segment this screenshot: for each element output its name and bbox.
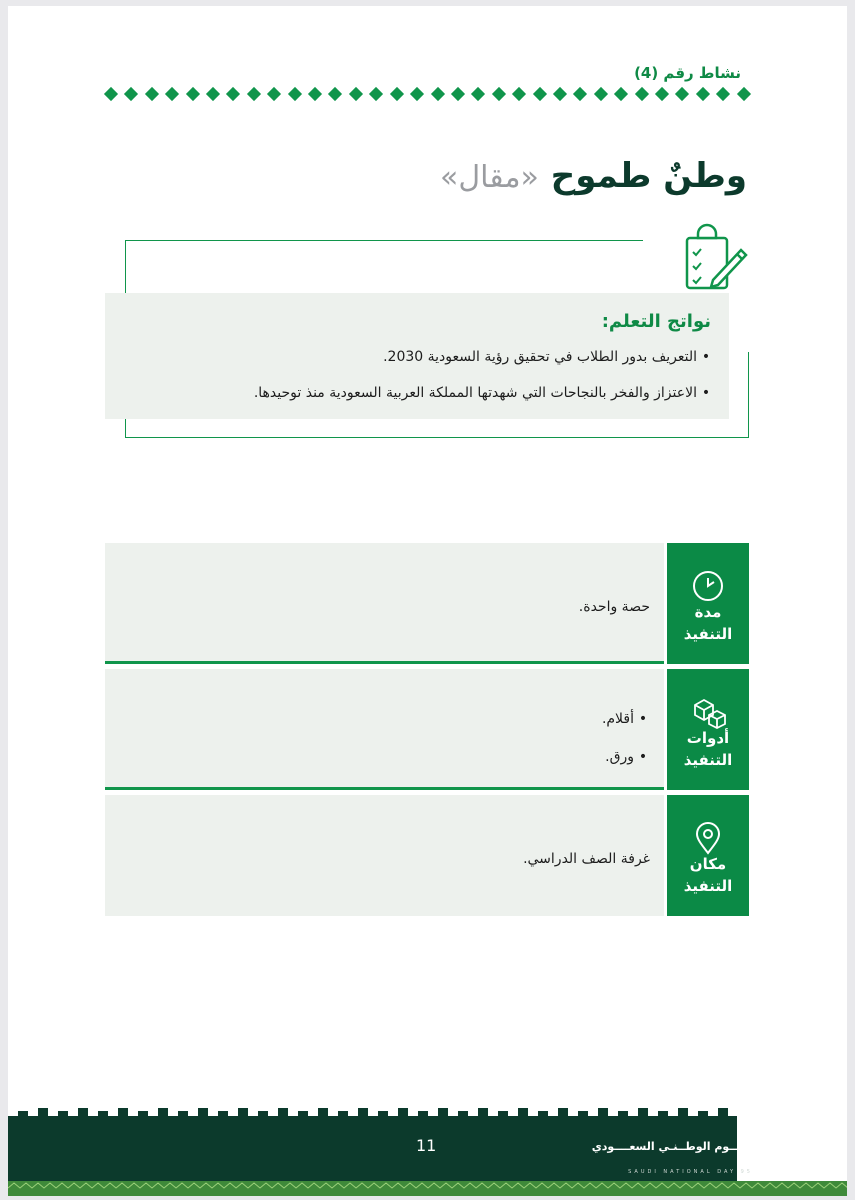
clock-icon: [691, 569, 725, 603]
place-label-line1: مكان: [689, 855, 727, 873]
national-day-logo: [583, 1140, 753, 1175]
place-value: غرفة الصف الدراسي.: [523, 851, 650, 867]
duration-label-line2: التنفيذ: [683, 625, 733, 643]
logo-english: SAUDI NATIONAL DAY 95: [628, 1169, 753, 1175]
logo-arabic: اليـــوم الوطــنـي السعــــودي 95: [591, 1140, 753, 1166]
list-item: • ورق.: [605, 749, 648, 765]
list-item: • التعريف بدور الطلاب في تحقيق رؤية السعودية 2030.: [383, 349, 711, 365]
activity-info-table: [105, 543, 749, 916]
page-number: 11: [416, 1136, 437, 1155]
outcomes-heading: نواتج التعلم:: [601, 311, 711, 332]
duration-label-line1: مدة: [694, 603, 722, 621]
cubes-icon: [691, 695, 727, 729]
tools-label-cell: [667, 669, 749, 790]
list-item: • الاعتزاز والفخر بالنجاحات التي شهدتها المملكة العربية السعودية منذ توحيدها.: [253, 385, 711, 401]
tools-label-line1: أدوات: [686, 729, 730, 747]
place-label-cell: [667, 795, 749, 916]
learning-outcomes-panel: [105, 293, 729, 419]
duration-value: حصة واحدة.: [578, 599, 650, 615]
title-main: وطنٌ طموح: [550, 156, 747, 196]
diamond-divider: [106, 86, 749, 102]
document-page: [8, 6, 847, 1196]
tools-row: [105, 669, 749, 790]
list-item: • أقلام.: [601, 711, 648, 727]
place-row: [105, 795, 749, 916]
duration-row: [105, 543, 749, 664]
clipboard-pencil-icon: [679, 222, 749, 294]
activity-number: نشاط رقم (4): [634, 64, 741, 82]
location-pin-icon: [691, 821, 725, 855]
tools-label-line2: التنفيذ: [683, 751, 733, 769]
duration-label-cell: [667, 543, 749, 664]
place-label-line2: التنفيذ: [683, 877, 733, 895]
page-title: [440, 156, 747, 196]
outcomes-list: [125, 345, 715, 417]
title-subtitle: «مقال»: [440, 160, 539, 195]
tools-list: [602, 707, 652, 783]
